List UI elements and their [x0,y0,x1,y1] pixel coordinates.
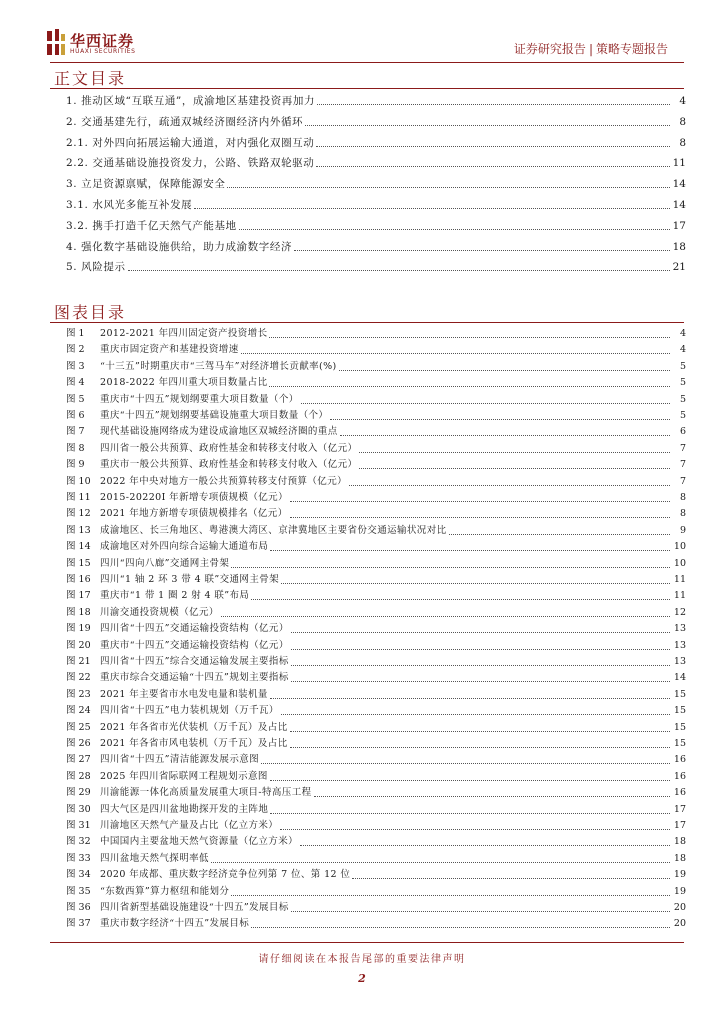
figure-item-label: 2021 年主要省市水电发电量和装机量 [100,688,268,700]
figure-item[interactable] [66,916,686,932]
figure-item[interactable] [66,802,686,818]
toc-item-page: 8 [679,115,686,128]
figure-leader-dots [231,567,670,568]
figure-item-page: 15 [673,738,686,749]
page-number: 2 [358,972,366,985]
figure-item-number: 图 31 [66,820,91,831]
figure-leader-dots [270,698,670,699]
figure-item-page: 13 [673,656,686,667]
figure-leader-dots [251,927,670,928]
figure-item[interactable] [66,572,686,588]
figure-item-page: 16 [673,787,686,799]
figure-item-number: 图 9 [66,459,85,471]
figure-item-label: 重庆市“十四五”规划纲要重大项目数量（个） [100,393,299,405]
figure-item-label: 重庆市一般公共预算、政府性基金和转移支付收入（亿元） [100,459,358,471]
figure-item-number: 图 21 [66,656,91,667]
figure-item-page: 19 [673,869,686,881]
figure-item-label: 2022 年中央对地方一般公共预算转移支付预算（亿元） [100,475,347,487]
figure-item[interactable] [66,539,686,555]
figure-item-page: 5 [679,410,686,421]
toc-item[interactable] [66,134,686,152]
legal-notice: 请仔细阅读在本报告尾部的重要法律声明 [258,954,466,965]
figure-item-page: 14 [673,672,686,684]
footer-divider [50,942,684,943]
figure-item[interactable] [66,818,686,834]
toc-leader-dots [128,270,670,271]
figure-item-number: 图 37 [66,918,91,930]
figure-item-number: 图 7 [66,426,85,438]
figure-item-label: 四川省新型基础设施建设“十四五”发展目标 [100,902,289,913]
figure-item-page: 10 [673,557,686,569]
figure-item-number: 图 14 [66,541,91,553]
figure-item-number: 图 12 [66,508,91,520]
figure-item-page: 18 [673,852,686,864]
toc-item[interactable] [66,196,686,214]
toc-item[interactable] [66,113,686,131]
figure-item-number: 图 1 [66,328,85,339]
figure-item-label: 2021 年各省市风电装机（万千瓦）及占比 [100,738,288,749]
figure-item-number: 图 36 [66,902,91,913]
figure-item[interactable] [66,884,686,900]
figure-item-label: 成渝地区、长三角地区、粤港澳大湾区、京津冀地区主要省份交通运输状况对比 [100,524,447,536]
toc-item[interactable] [66,258,686,276]
figure-leader-dots [290,731,670,732]
figure-leader-dots [211,862,670,863]
figure-item[interactable] [66,703,686,719]
figure-item[interactable] [66,638,686,654]
figure-leader-dots [301,403,670,404]
figure-item-page: 11 [673,574,686,585]
figure-item[interactable] [66,342,686,358]
report-type-separator: | [588,42,593,56]
figures-title: 图表目录 [54,303,127,322]
figure-item[interactable] [66,752,686,768]
figure-item[interactable] [66,769,686,785]
toc-item-page: 11 [672,157,686,170]
figure-leader-dots [330,419,670,420]
huaxi-logo-icon [46,28,66,56]
report-type: 证券研究报告 [513,42,586,56]
toc-item-label: 2.2. 交通基础设施投资发力，公路、铁路双轮驱动 [66,157,315,170]
toc-item-page: 18 [672,240,686,253]
figure-item[interactable] [66,720,686,736]
figure-item[interactable] [66,392,686,408]
figure-leader-dots [231,895,670,896]
figure-leader-dots [269,386,670,387]
figure-item[interactable] [66,736,686,752]
toc-item[interactable] [66,175,686,193]
toc-item[interactable] [66,238,686,256]
figure-item[interactable] [66,441,686,457]
figure-leader-dots [290,517,670,518]
toc-item-label: 2. 交通基建先行，疏通双城经济圈经济内外循环 [66,115,304,128]
figure-item-label: 重庆市固定资产和基建投资增速 [100,344,239,356]
figure-item-label: 四大气区是四川盆地勘探开发的主阵地 [100,803,269,815]
figure-item-page: 17 [673,820,686,831]
figure-leader-dots [340,435,670,436]
figure-leader-dots [261,763,670,764]
figure-item-label: 现代基础设施网络成为建设成渝地区双城经济圈的重点 [100,426,338,438]
figure-item-number: 图 32 [66,836,91,848]
figure-leader-dots [300,845,670,846]
toc-leader-dots [316,166,670,167]
figure-item-page: 11 [673,590,686,602]
figure-leader-dots [270,550,670,551]
figure-item-label: 重庆市“十四五”交通运输投资结构（亿元） [100,639,289,651]
figure-item-page: 16 [673,754,686,766]
figure-item-page: 17 [673,803,686,815]
toc-item-page: 4 [679,95,686,107]
figure-item-page: 16 [673,770,686,782]
figure-item[interactable] [66,654,686,670]
figure-item-number: 图 4 [66,377,85,389]
figure-item-page: 4 [679,328,686,339]
toc-item-page: 14 [672,199,686,211]
figure-item-label: 2021 年各省市光伏装机（万千瓦）及占比 [100,721,288,733]
header-divider [50,62,684,63]
figure-item-number: 图 19 [66,623,91,635]
figure-item-label: 2012-2021 年四川固定资产投资增长 [100,328,268,339]
figure-item-number: 图 2 [66,344,85,356]
figure-item-label: 川渝地区天然气产量及占比（亿立方米） [100,820,279,831]
figure-leader-dots [449,534,670,535]
figure-leader-dots [349,485,670,486]
figure-item-label: 2018-2022 年四川重大项目数量占比 [100,377,268,389]
figure-item-number: 图 22 [66,672,91,684]
figure-item[interactable] [66,621,686,637]
figure-item-label: 重庆市“1 带 1 圈 2 射 4 联”布局 [100,590,250,602]
figure-leader-dots [291,665,670,666]
huaxi-logo [46,28,156,58]
figure-item-page: 7 [679,459,686,471]
figure-item-number: 图 18 [66,606,91,618]
figure-item-label: 2021 年地方新增专项债规模排名（亿元） [100,508,288,520]
figure-item-label: 2020 年成都、重庆数字经济竞争位列第 7 位、第 12 位 [100,869,351,881]
figure-item[interactable] [66,851,686,867]
figure-item-label: 四川“1 轴 2 环 3 带 4 联”交通网主骨架 [100,574,280,585]
figure-item-label: 四川省一般公共预算、政府性基金和转移支付收入（亿元） [100,442,358,454]
figure-item[interactable] [66,408,686,424]
toc-item-page: 14 [672,178,686,191]
figure-item-page: 13 [673,639,686,651]
figure-item-number: 图 15 [66,557,91,569]
toc-leader-dots [227,187,670,188]
figure-item-number: 图 29 [66,787,91,799]
logo-english-name: HUAXI SECURITIES [70,48,136,55]
figure-item-page: 15 [673,705,686,717]
figure-leader-dots [291,649,670,650]
figure-item-number: 图 5 [66,393,85,405]
figure-item-page: 9 [679,524,686,536]
figure-item-number: 图 35 [66,885,91,897]
figure-item-number: 图 30 [66,803,91,815]
figure-item[interactable] [66,588,686,604]
figure-item[interactable] [66,670,686,686]
figure-leader-dots [290,501,670,502]
figure-item-label: 中国国内主要盆地天然气资源量（亿立方米） [100,836,299,848]
figure-leader-dots [352,878,670,879]
figure-item-label: 重庆市综合交通运输“十四五”规划主要指标 [100,672,289,684]
figure-item-page: 6 [679,426,686,438]
figure-item-page: 7 [679,475,686,487]
toc-leader-dots [239,229,670,230]
figure-item-number: 图 8 [66,442,85,454]
figure-item[interactable] [66,457,686,473]
figure-item-number: 图 20 [66,639,91,651]
figure-leader-dots [339,370,670,371]
toc-title-divider [50,88,684,89]
toc-item-label: 5. 风险提示 [66,261,126,274]
logo-chinese-name: 华西证券 [70,32,135,50]
figure-item-number: 图 24 [66,705,91,717]
toc-item-label: 1. 推动区域“互联互通”，成渝地区基建投资再加力 [66,95,316,107]
figure-item-page: 15 [673,688,686,700]
figure-leader-dots [270,780,670,781]
figure-item-label: 四川盆地天然气探明率低 [100,852,209,864]
figure-item-page: 20 [673,918,686,930]
figure-item-label: 四川省“十四五”电力装机规划（万千瓦） [100,705,279,717]
figure-item-label: “东数西算”算力枢纽和能划分 [100,885,230,897]
report-subtype: 策略专题报告 [595,42,668,56]
toc-item-label: 4. 强化数字基础设施供给，助力成渝数字经济 [66,240,293,253]
figure-item-label: 重庆市数字经济“十四五”发展目标 [100,918,250,930]
figure-leader-dots [221,616,670,617]
figure-item-page: 7 [679,442,686,454]
page-header [0,0,724,66]
figure-item-number: 图 28 [66,770,91,782]
figure-item-number: 图 13 [66,524,91,536]
figure-leader-dots [291,681,670,682]
figure-item-label: 2025 年四川省际联网工程规划示意图 [100,770,268,782]
figure-item-label: 重庆“十四五”规划纲要基础设施重大项目数量（个） [100,410,329,421]
figure-leader-dots [314,796,670,797]
figure-item-page: 10 [673,541,686,553]
figure-item[interactable] [66,523,686,539]
figure-leader-dots [291,911,670,912]
figure-item[interactable] [66,556,686,572]
figure-item-label: 川渝交通投资规模（亿元） [100,606,219,618]
figure-item[interactable] [66,506,686,522]
figure-item[interactable] [66,834,686,850]
figure-item[interactable] [66,326,686,342]
figure-leader-dots [359,468,670,469]
figure-item[interactable] [66,359,686,375]
toc-title: 正文目录 [54,69,127,88]
figure-item-number: 图 11 [66,492,91,503]
figure-item-page: 8 [679,492,686,503]
figure-item-number: 图 10 [66,475,91,487]
toc-leader-dots [194,208,670,209]
figures-title-divider [50,322,684,323]
toc-leader-dots [294,250,670,251]
figure-item-number: 图 25 [66,721,91,733]
figure-leader-dots [270,813,670,814]
figure-item-number: 图 23 [66,688,91,700]
figure-item-page: 5 [679,360,686,372]
figure-item-number: 图 3 [66,360,85,372]
figure-item-page: 4 [679,344,686,356]
figure-item-page: 15 [673,721,686,733]
figure-item-page: 18 [673,836,686,848]
figure-leader-dots [241,353,670,354]
figure-item-label: 川渝能源一体化高质量发展重大项目-特高压工程 [100,787,312,799]
figure-leader-dots [269,337,670,338]
figure-item-label: 成渝地区对外四向综合运输大通道布局 [100,541,269,553]
report-type-label [514,40,668,57]
figure-leader-dots [281,583,670,584]
figure-leader-dots [280,829,670,830]
figure-item[interactable] [66,490,686,506]
toc-item[interactable] [66,154,686,172]
figure-item-label: 四川省“十四五”清洁能源发展示意图 [100,754,260,766]
figure-item[interactable] [66,605,686,621]
figure-item-label: 2015-20220I 年新增专项债规模（亿元） [100,492,288,503]
figure-item[interactable] [66,785,686,801]
toc-item-label: 3. 立足资源禀赋，保障能源安全 [66,178,226,191]
figure-item-page: 5 [679,377,686,389]
figure-item-page: 5 [679,393,686,405]
toc-item-page: 21 [672,261,686,274]
figure-item-page: 8 [679,508,686,520]
toc-item[interactable] [66,92,686,110]
figure-item[interactable] [66,375,686,391]
toc-leader-dots [317,104,670,105]
toc-item-label: 3.2. 携手打造千亿天然气产能基地 [66,219,237,232]
figure-item-page: 13 [673,623,686,635]
figure-item-label: 四川“四向八廊”交通网主骨架 [100,557,230,569]
toc-leader-dots [305,125,670,126]
figure-item[interactable] [66,687,686,703]
toc-leader-dots [316,146,670,147]
figure-item-number: 图 16 [66,574,91,585]
figure-leader-dots [251,599,670,600]
figure-item-number: 图 26 [66,738,91,749]
figure-item-number: 图 27 [66,754,91,766]
figure-item[interactable] [66,867,686,883]
figure-item-label: 四川省“十四五”综合交通运输发展主要指标 [100,656,289,667]
figure-item-number: 图 17 [66,590,91,602]
figure-item-label: 四川省“十四五”交通运输投资结构（亿元） [100,623,289,635]
figure-item-page: 19 [673,885,686,897]
figure-item[interactable] [66,424,686,440]
figure-item[interactable] [66,474,686,490]
figure-item-number: 图 34 [66,869,91,881]
toc-item-page: 8 [679,136,686,149]
figure-item-number: 图 6 [66,410,85,421]
figure-leader-dots [359,452,670,453]
figure-item-number: 图 33 [66,852,91,864]
figure-item[interactable] [66,900,686,916]
toc-item-label: 2.1. 对外四向拓展运输大通道，对内强化双圈互动 [66,136,315,149]
figure-item-page: 12 [673,606,686,618]
figure-item-label: “十三五”时期重庆市“三驾马车”对经济增长贡献率(%) [100,360,337,372]
toc-item-page: 17 [672,219,686,232]
toc-item-label: 3.1. 水风光多能互补发展 [66,199,193,211]
toc-item[interactable] [66,217,686,235]
figure-leader-dots [290,747,670,748]
figure-leader-dots [281,714,670,715]
figure-item-page: 20 [673,902,686,913]
figure-leader-dots [291,632,670,633]
